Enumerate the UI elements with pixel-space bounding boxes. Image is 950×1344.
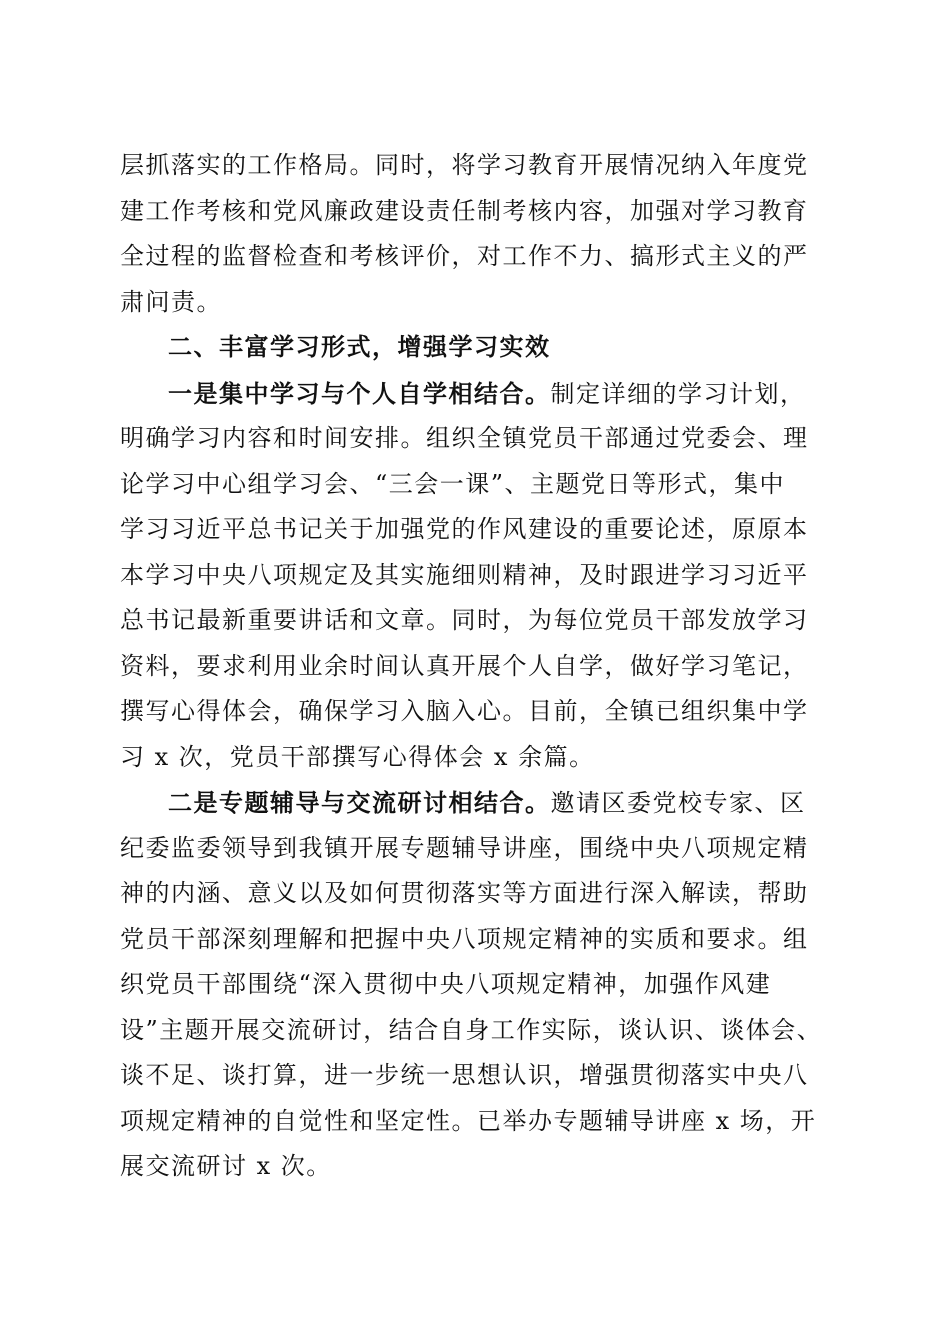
paragraph-line: 资料，要求利用业余时间认真开展个人自学，做好学习笔记， (120, 651, 809, 680)
paragraph-line: 论学习中心组学习会、“三会一课”、主题党日等形式，集中 (120, 469, 786, 498)
paragraph-text: 制定详细的学习计划， (550, 379, 806, 408)
paragraph-line: 全过程的监督检查和考核评价，对工作不力、搞形式主义的严 (120, 242, 809, 270)
paragraph-line: 纪委监委领导到我镇开展专题辅导讲座，围绕中央八项规定精 (120, 833, 809, 862)
paragraph-text: 邀请区委党校专家、区 (550, 789, 806, 817)
paragraph-line: 神的内涵、意义以及如何贯彻落实等方面进行深入解读，帮助 (120, 879, 809, 907)
paragraph-line: 学习习近平总书记关于加强党的作风建设的重要论述，原原本 (120, 515, 809, 543)
paragraph-first-line (120, 780, 832, 826)
paragraph-line: 撰写心得体会，确保学习入脑入心。目前，全镇已组织集中学 (120, 697, 809, 725)
paragraph-line: 织党员干部围绕“深入贯彻中央八项规定精神，加强作风建 (120, 970, 772, 998)
paragraph-line: 谈不足、谈打算，进一步统一思想认识，增强贯彻落实中央八 (120, 1061, 809, 1089)
paragraph-line: 肃问责。 (120, 287, 222, 316)
paragraph-line: 明确学习内容和时间安排。组织全镇党员干部通过党委会、理 (120, 424, 809, 452)
paragraph-line: 项规定精神的自觉性和坚定性。已举办专题辅导讲座 x 场，开 (120, 1106, 817, 1135)
paragraph-line: 层抓落实的工作格局。同时，将学习教育开展情况纳入年度党 (120, 151, 809, 179)
paragraph-line: 总书记最新重要讲话和文章。同时，为每位党员干部发放学习 (120, 606, 809, 634)
paragraph-lead: 一是集中学习与个人自学相结合。 (168, 378, 551, 408)
paragraph-line: 设”主题开展交流研讨，结合自身工作实际，谈认识、谈体会、 (120, 1015, 823, 1044)
section-heading: 二、丰富学习形式，增强学习实效 (168, 333, 551, 361)
paragraph-lead: 二是专题辅导与交流研讨相结合。 (168, 788, 551, 817)
paragraph-line: 建工作考核和党风廉政建设责任制考核内容，加强对学习教育 (120, 196, 809, 225)
paragraph-line: 党员干部深刻理解和把握中央八项规定精神的实质和要求。组 (120, 924, 809, 953)
paragraph-line: 展交流研讨 x 次。 (120, 1152, 332, 1180)
paragraph-first-line (120, 371, 832, 417)
document-body (120, 143, 832, 1190)
paragraph-line: 习 x 次，党员干部撰写心得体会 x 余篇。 (120, 742, 595, 771)
paragraph-line: 本学习中央八项规定及其实施细则精神，及时跟进学习习近平 (120, 560, 809, 589)
